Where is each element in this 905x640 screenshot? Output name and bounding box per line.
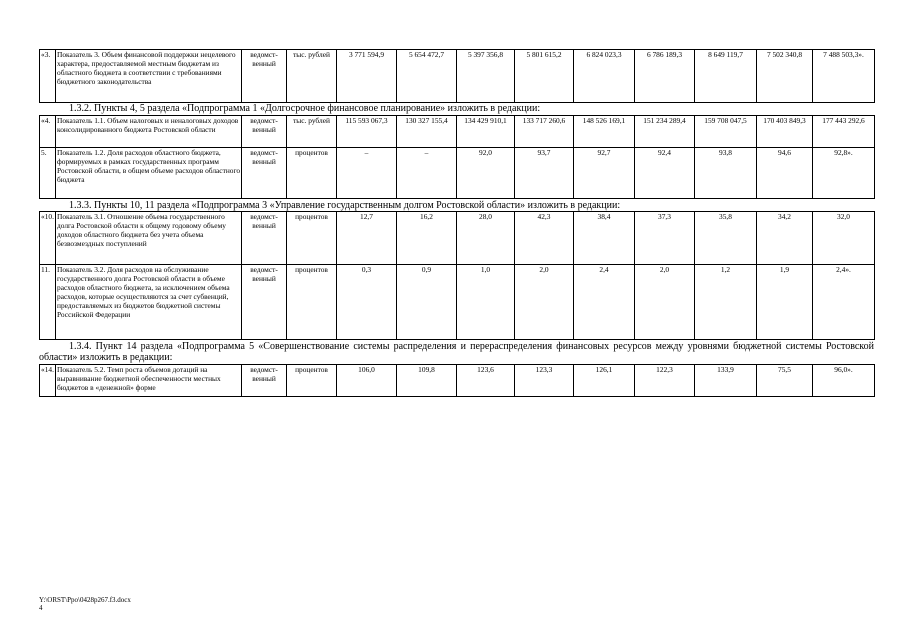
value-cell: 133,9 — [695, 365, 757, 397]
value-cell: 151 234 289,4 — [635, 116, 695, 148]
value-cell: 123,3 — [515, 365, 574, 397]
value-cell: 126,1 — [574, 365, 635, 397]
value-cell: 34,2 — [757, 212, 813, 265]
value-cell: 7 502 340,8 — [757, 50, 813, 103]
row-number: 5. — [40, 148, 56, 199]
section-heading-1-3-3: 1.3.3. Пункты 10, 11 раздела «Подпрограмма 3 «Управление государственным долгом Ростовской области» изложить в редакции: — [69, 200, 621, 211]
value-cell: 5 801 615,2 — [515, 50, 574, 103]
value-cell: 3 771 594,9 — [337, 50, 397, 103]
value-cell: 38,4 — [574, 212, 635, 265]
value-cell: 134 429 910,1 — [457, 116, 515, 148]
value-cell: 92,4 — [635, 148, 695, 199]
indicator-type: ведомст-венный — [242, 212, 287, 265]
value-cell: 37,3 — [635, 212, 695, 265]
row-number: «4. — [40, 116, 56, 148]
indicator-type: ведомст-венный — [242, 148, 287, 199]
indicator-table-1 — [39, 49, 874, 103]
value-cell: 109,8 — [397, 365, 457, 397]
table-row — [40, 50, 875, 103]
value-cell: 42,3 — [515, 212, 574, 265]
row-number: 11. — [40, 265, 56, 340]
indicator-table-4 — [39, 364, 874, 397]
indicator-unit: процентов — [287, 212, 337, 265]
indicator-type: ведомст-венный — [242, 365, 287, 397]
value-cell: 0,3 — [337, 265, 397, 340]
value-cell: 2,4». — [813, 265, 875, 340]
value-cell: 122,3 — [635, 365, 695, 397]
indicator-type: ведомст-венный — [242, 50, 287, 103]
indicator-table-2 — [39, 115, 874, 199]
value-cell: 7 488 503,3». — [813, 50, 875, 103]
indicator-unit: тыс. рублей — [287, 116, 337, 148]
value-cell: 5 654 472,7 — [397, 50, 457, 103]
value-cell: 177 443 292,6 — [813, 116, 875, 148]
indicator-name: Показатель 3.2. Доля расходов на обслуживание государственного долга Ростовской области в объеме расходов областного бюджета, за исключением объема расходов, которые осуществляются за счет субвенций, предоставляемых из бюджетов бюджетной системы Российской Федерации — [56, 265, 242, 340]
value-cell: 75,5 — [757, 365, 813, 397]
indicator-name: Показатель 3. Объем финансовой поддержки нецелевого характера, предоставляемой местным бюджетам из областного бюджета в соответствии с требованиями бюджетного законодательства — [56, 50, 242, 103]
indicator-unit: процентов — [287, 365, 337, 397]
value-cell: 94,6 — [757, 148, 813, 199]
footer — [39, 596, 131, 612]
value-cell: 5 397 356,8 — [457, 50, 515, 103]
indicator-name: Показатель 1.1. Объем налоговых и неналоговых доходов консолидированного бюджета Ростовской области — [56, 116, 242, 148]
file-path: Y:\ORST\Ppo\0428p267.f3.docx — [39, 596, 131, 604]
value-cell: 8 649 119,7 — [695, 50, 757, 103]
indicator-table-3 — [39, 211, 874, 340]
indicator-unit: тыс. рублей — [287, 50, 337, 103]
value-cell: 96,0». — [813, 365, 875, 397]
table — [39, 115, 875, 199]
value-cell: 12,7 — [337, 212, 397, 265]
table-row — [40, 365, 875, 397]
value-cell: 2,0 — [515, 265, 574, 340]
value-cell: 6 824 023,3 — [574, 50, 635, 103]
value-cell: 1,9 — [757, 265, 813, 340]
value-cell: 1,2 — [695, 265, 757, 340]
value-cell: 0,9 — [397, 265, 457, 340]
value-cell: – — [337, 148, 397, 199]
value-cell: 123,6 — [457, 365, 515, 397]
table-row — [40, 148, 875, 199]
row-number: «14. — [40, 365, 56, 397]
value-cell: – — [397, 148, 457, 199]
table — [39, 211, 875, 340]
value-cell: 28,0 — [457, 212, 515, 265]
table-row — [40, 212, 875, 265]
indicator-name: Показатель 3.1. Отношение объема государственного долга Ростовской области к общему годовому объему доходов областного бюджета без учета объема безвозмездных поступлений — [56, 212, 242, 265]
value-cell: 115 593 067,3 — [337, 116, 397, 148]
indicator-type: ведомст-венный — [242, 265, 287, 340]
value-cell: 2,4 — [574, 265, 635, 340]
section-heading-1-3-4: 1.3.4. Пункт 14 раздела «Подпрограмма 5 «Совершенствование системы распределения и перераспределения финансовых ресурсов между уровнями бюджетной системы Ростовской области» изложить в редакции: — [39, 341, 874, 363]
row-number: «10. — [40, 212, 56, 265]
indicator-name: Показатель 1.2. Доля расходов областного бюджета, формируемых в рамках государственных программ Ростовской области, в общем объеме расходов областного бюджета — [56, 148, 242, 199]
table — [39, 49, 875, 103]
value-cell: 106,0 — [337, 365, 397, 397]
value-cell: 35,8 — [695, 212, 757, 265]
value-cell: 93,8 — [695, 148, 757, 199]
value-cell: 2,0 — [635, 265, 695, 340]
indicator-unit: процентов — [287, 265, 337, 340]
value-cell: 133 717 260,6 — [515, 116, 574, 148]
value-cell: 92,7 — [574, 148, 635, 199]
value-cell: 148 526 169,1 — [574, 116, 635, 148]
value-cell: 6 786 189,3 — [635, 50, 695, 103]
value-cell: 16,2 — [397, 212, 457, 265]
page-number: 4 — [39, 604, 43, 612]
indicator-type: ведомст-венный — [242, 116, 287, 148]
value-cell: 92,0 — [457, 148, 515, 199]
table-row — [40, 116, 875, 148]
section-heading-1-3-2: 1.3.2. Пункты 4, 5 раздела «Подпрограмма 1 «Долгосрочное финансовое планирование» изложить в редакции: — [69, 103, 541, 114]
table-row — [40, 265, 875, 340]
value-cell: 32,0 — [813, 212, 875, 265]
value-cell: 130 327 155,4 — [397, 116, 457, 148]
value-cell: 159 708 047,5 — [695, 116, 757, 148]
row-number: «3. — [40, 50, 56, 103]
value-cell: 93,7 — [515, 148, 574, 199]
value-cell: 1,0 — [457, 265, 515, 340]
value-cell: 170 403 849,3 — [757, 116, 813, 148]
table — [39, 364, 875, 397]
indicator-unit: процентов — [287, 148, 337, 199]
value-cell: 92,8». — [813, 148, 875, 199]
indicator-name: Показатель 5.2. Темп роста объемов дотаций на выравнивание бюджетной обеспеченности местных бюджетов в «денежной» форме — [56, 365, 242, 397]
